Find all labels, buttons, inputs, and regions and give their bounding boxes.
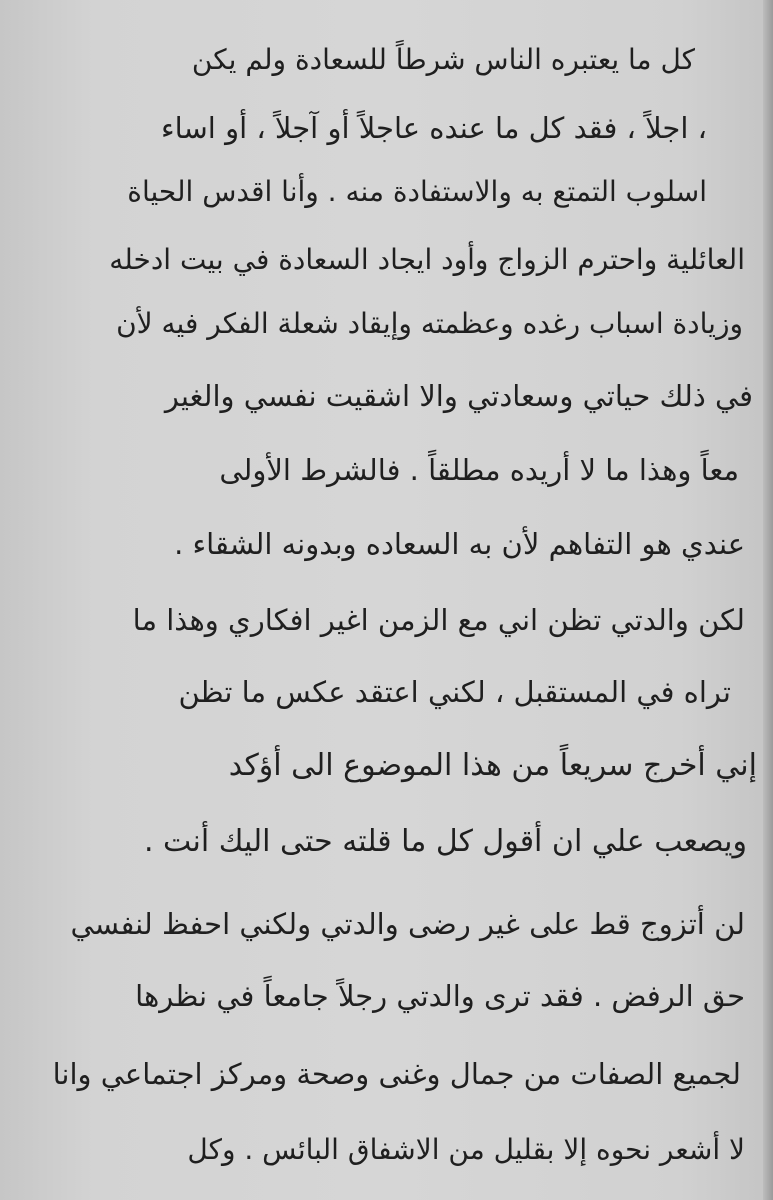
text-line-8: عندي هو التفاهم لأن به السعاده وبدونه الشقاء . — [174, 527, 745, 561]
text-line-2: ، اجلاً ، فقد كل ما عنده عاجلاً أو آجلاً ، أو اساء — [161, 111, 707, 145]
text-line-3: اسلوب التمتع به والاستفادة منه . وأنا اقدس الحياة — [127, 175, 707, 208]
text-line-5: وزيادة اسباب رغده وعظمته وإيقاد شعلة الفكر فيه لأن — [116, 307, 743, 340]
text-line-16: لا أشعر نحوه إلا بقليل من الاشفاق البائس . وكل — [187, 1133, 745, 1166]
text-line-12: ويصعب علي ان أقول كل ما قلته حتى اليك أنت . — [143, 824, 747, 859]
text-line-10: تراه في المستقبل ، لكني اعتقد عكس ما تظن — [178, 675, 731, 709]
text-line-1: كل ما يعتبره الناس شرطاً للسعادة ولم يكن — [191, 43, 695, 76]
text-line-15: لجميع الصفات من جمال وغنى وصحة ومركز اجتماعي وانا — [52, 1057, 741, 1091]
page-edge-shadow — [763, 0, 773, 1200]
text-line-7: معاً وهذا ما لا أريده مطلقاً . فالشرط الأولى — [219, 453, 739, 487]
text-line-4: العائلية واحترم الزواج وأود ايجاد السعادة في بيت ادخله — [109, 243, 745, 276]
text-line-6: في ذلك حياتي وسعادتي والا اشقيت نفسي والغير — [164, 379, 753, 413]
text-line-11: إني أخرج سريعاً من هذا الموضوع الى أؤكد — [228, 748, 757, 783]
text-line-13: لن أتزوج قط على غير رضى والدتي ولكني احفظ لنفسي — [70, 907, 745, 941]
text-line-9: لكن والدتي تظن اني مع الزمن اغير افكاري وهذا ما — [132, 603, 745, 637]
text-line-14: حق الرفض . فقد ترى والدتي رجلاً جامعاً في نظرها — [135, 979, 745, 1013]
